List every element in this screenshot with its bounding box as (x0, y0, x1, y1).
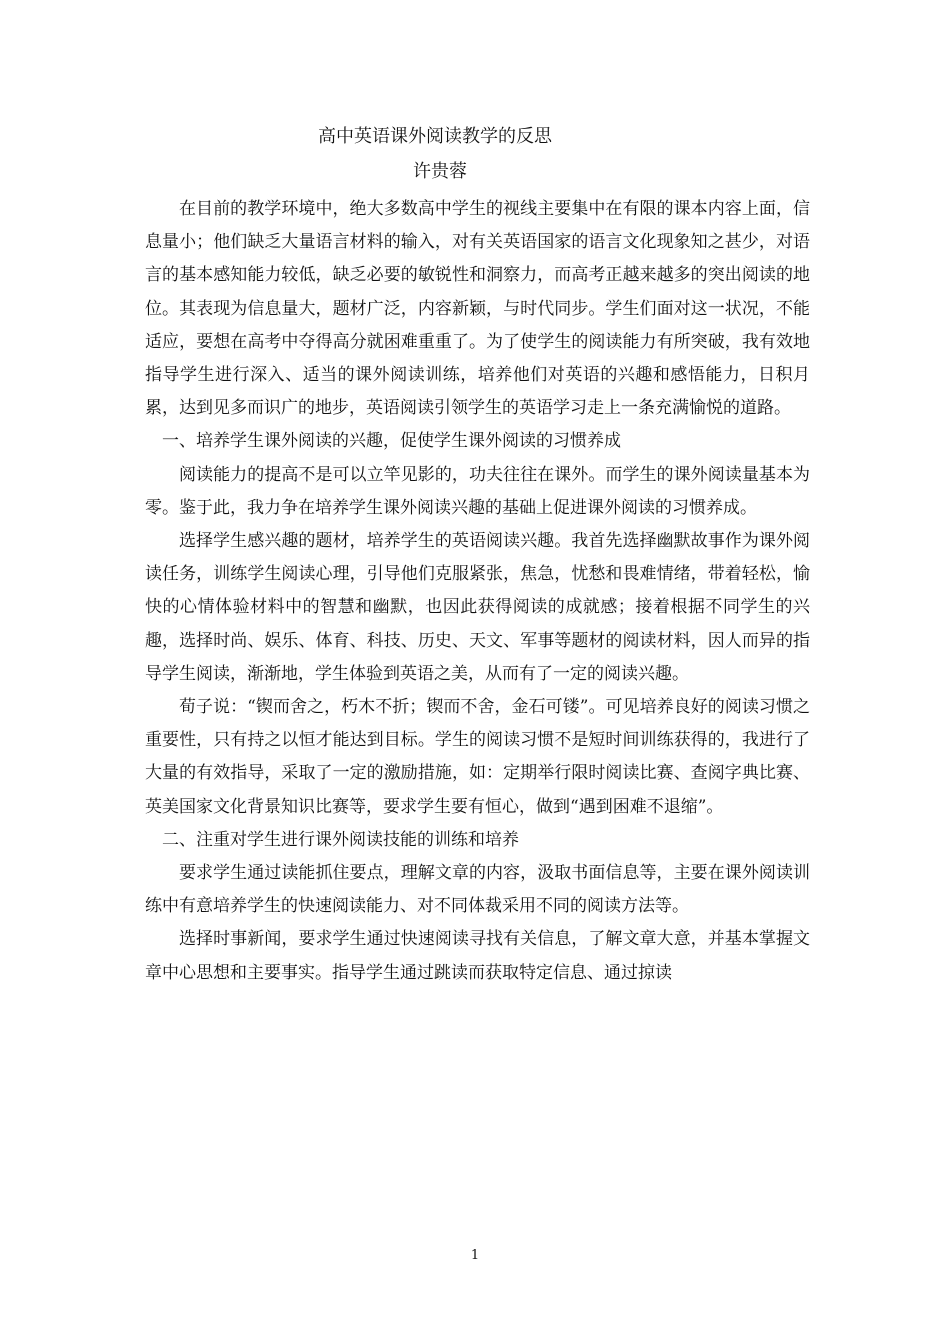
section-heading-2: 二、注重对学生进行课外阅读技能的训练和培养 (162, 829, 519, 850)
paragraph: 阅读能力的提高不是可以立竿见影的，功夫往往在课外。而学生的课外阅读量基本为零。鉴于此，我力争在培养学生课外阅读兴趣的基础上促进课外阅读的习惯养成。 (145, 464, 810, 518)
page-number: 1 (470, 1248, 480, 1263)
paragraph: 选择时事新闻，要求学生通过快速阅读寻找有关信息，了解文章大意，并基本掌握文章中心思想和主要事实。指导学生通过跳读而获取特定信息、通过掠读 (145, 929, 810, 983)
document-author: 许贵蓉 (413, 161, 467, 182)
paragraph: 荀子说：“锲而舍之，朽木不折；锲而不舍，金石可镂”。可见培养良好的阅读习惯之重要性，只有持之以恒才能达到目标。学生的阅读习惯不是短时间训练获得的，我进行了大量的有效指导，采取了一定的激励措施，如：定期举行限时阅读比赛、查阅字典比赛、英美国家文化背景知识比赛等，要求学生要有恒心，做到“遇到困难不退缩”。 (145, 697, 810, 817)
section-heading-1: 一、培养学生课外阅读的兴趣，促使学生课外阅读的习惯养成 (162, 431, 621, 452)
paragraph-intro: 在目前的教学环境中，绝大多数高中学生的视线主要集中在有限的课本内容上面，信息量小；他们缺乏大量语言材料的输入，对有关英语国家的语言文化现象知之甚少，对语言的基本感知能力较低，缺乏必要的敏锐性和洞察力，而高考正越来越多的突出阅读的地位。其表现为信息量大，题材广泛，内容新颖，与时代同步。学生们面对这一状况，不能适应，要想在高考中夺得高分就困难重重了。为了使学生的阅读能力有所突破，我有效地指导学生进行深入、适当的课外阅读训练，培养他们对英语的兴趣和感悟能力，日积月累，达到见多而识广的地步，英语阅读引领学生的英语学习走上一条充满愉悦的道路。 (145, 199, 810, 419)
document-body (145, 193, 810, 990)
paragraph: 要求学生通过读能抓住要点，理解文章的内容，汲取书面信息等，主要在课外阅读训练中有意培养学生的快速阅读能力、对不同体裁采用不同的阅读方法等。 (145, 863, 810, 917)
paragraph: 选择学生感兴趣的题材，培养学生的英语阅读兴趣。我首先选择幽默故事作为课外阅读任务，训练学生阅读心理，引导他们克服紧张，焦急，忧愁和畏难情绪，带着轻松，愉快的心情体验材料中的智慧和幽默，也因此获得阅读的成就感；接着根据不同学生的兴趣，选择时尚、娱乐、体育、科技、历史、天文、军事等题材的阅读材料，因人而异的指导学生阅读，渐渐地，学生体验到英语之美，从而有了一定的阅读兴趣。 (145, 531, 810, 684)
document-title: 高中英语课外阅读教学的反思 (318, 126, 552, 147)
